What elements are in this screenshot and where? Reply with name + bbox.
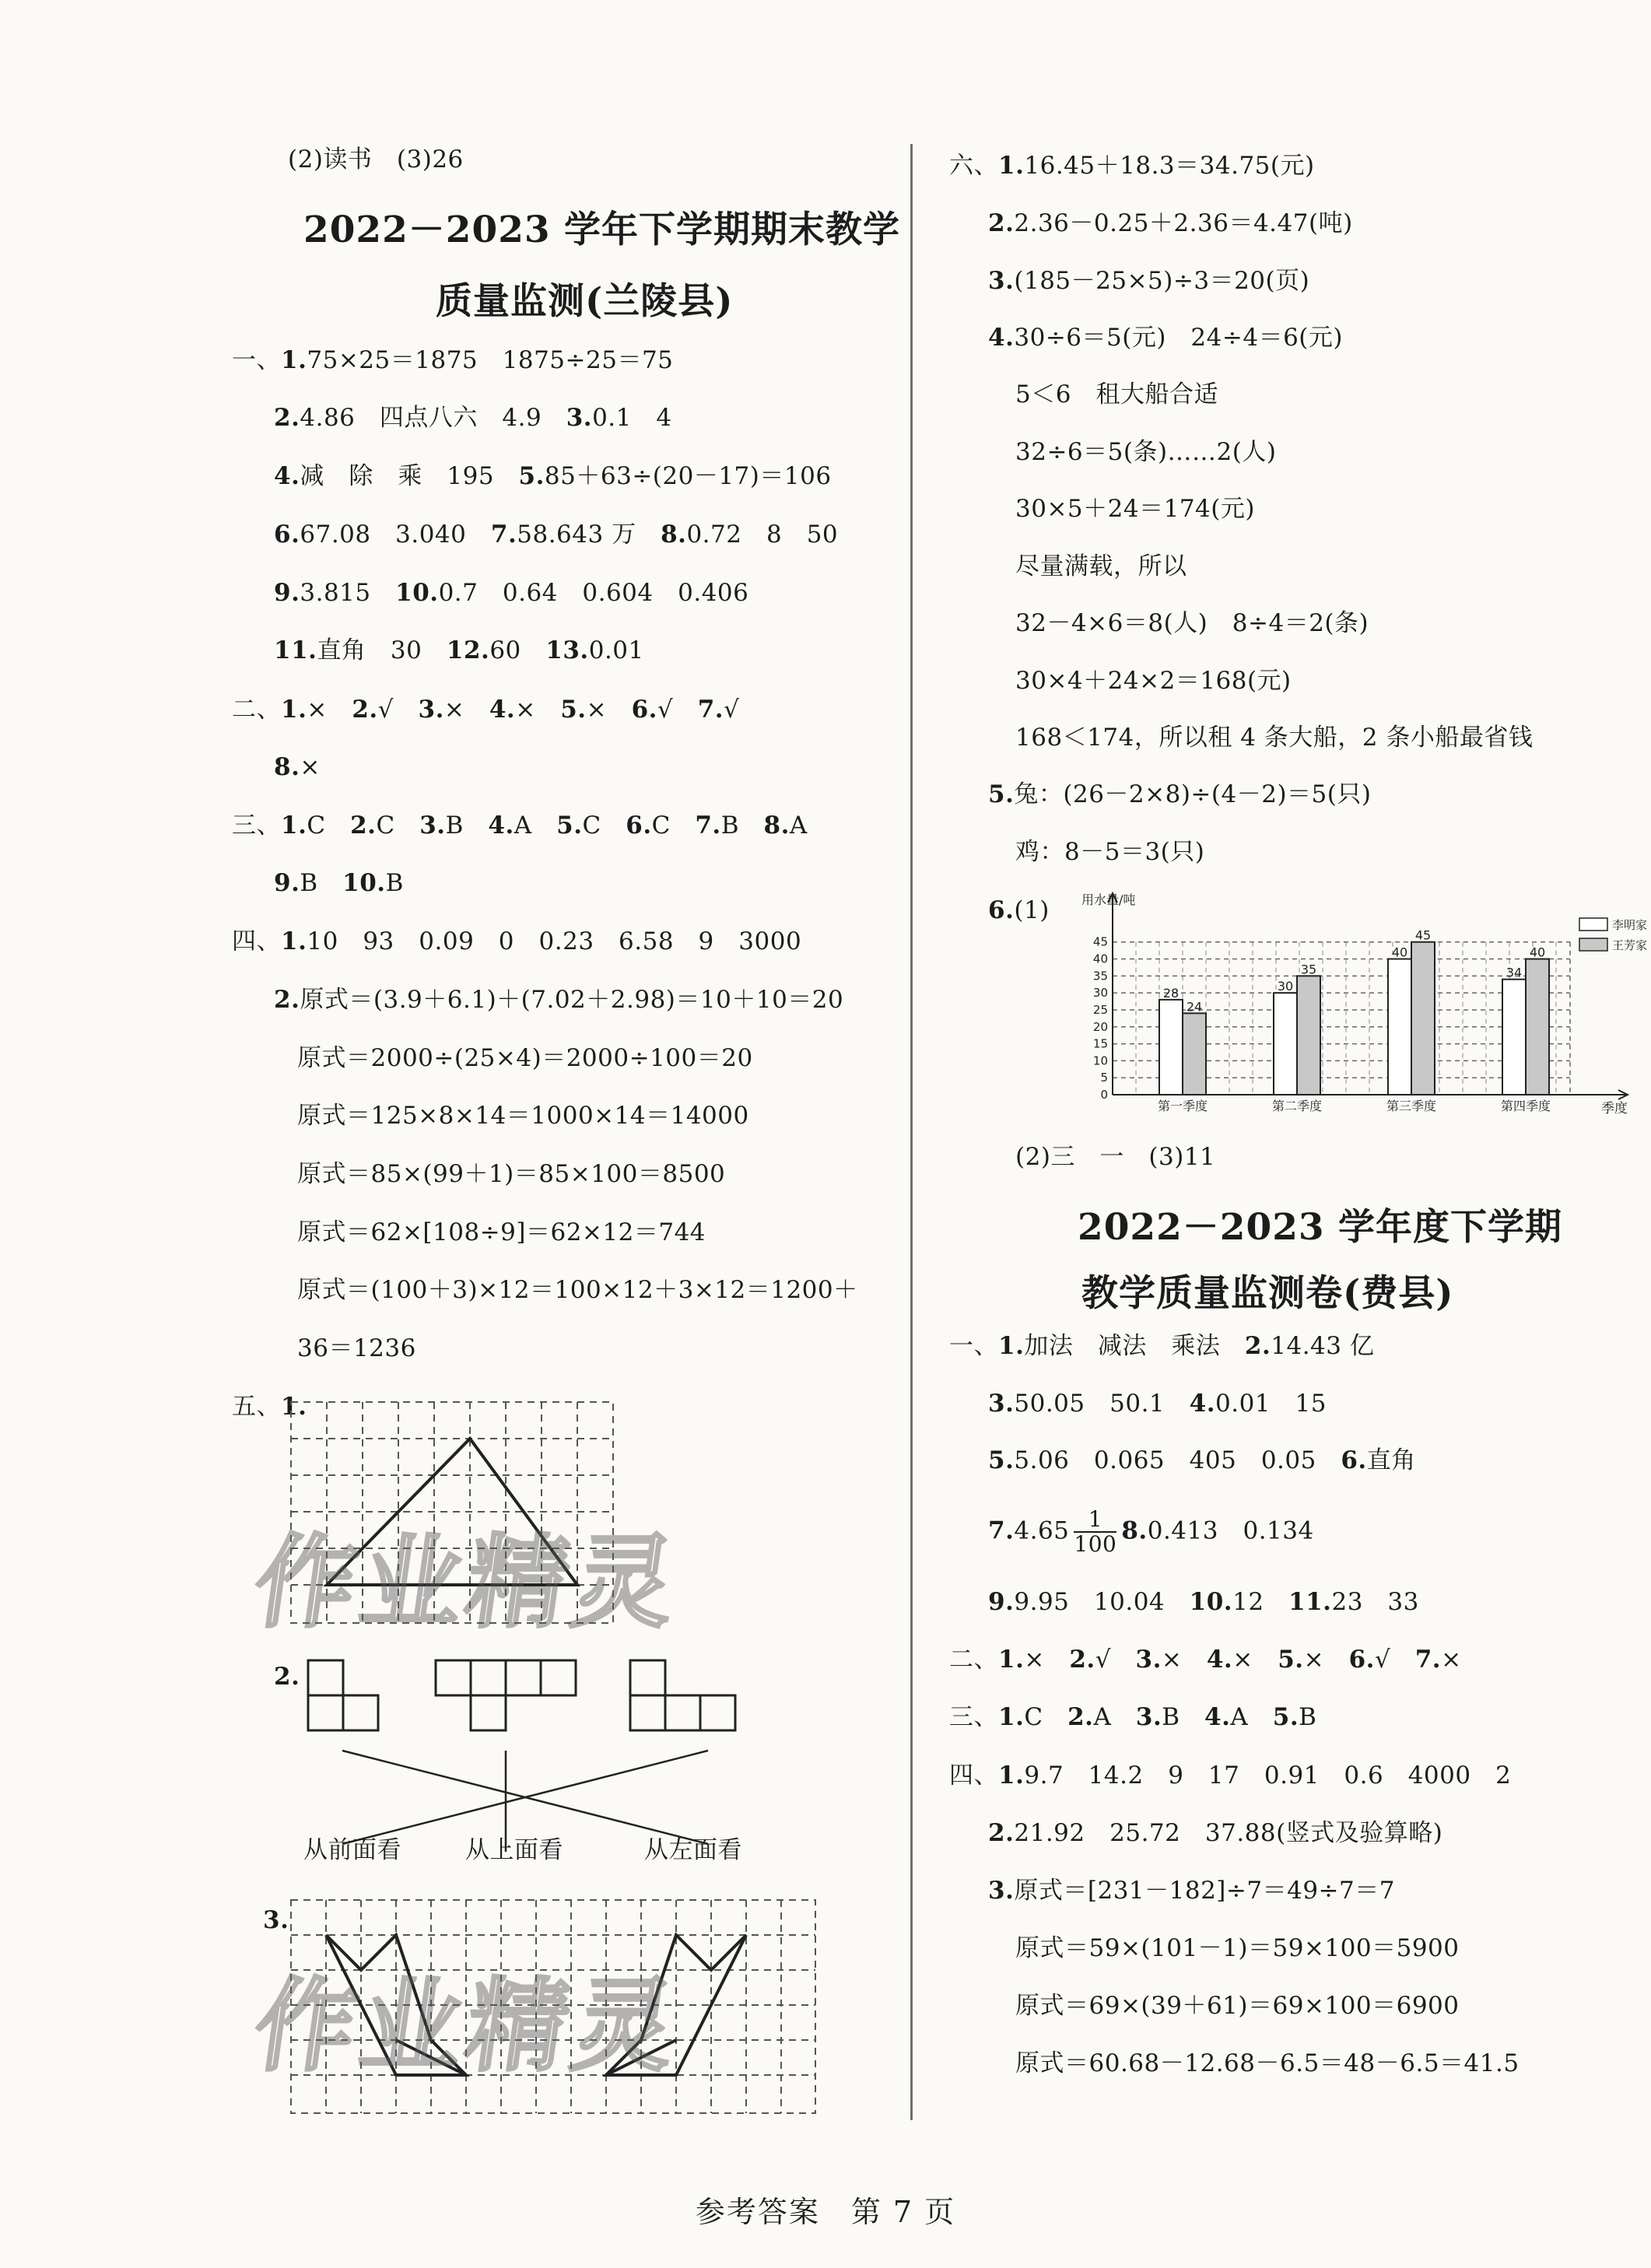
answer-line: 30×5＋24＝174(元)	[1015, 495, 1255, 523]
answer-line: 5.兔：(26－2×8)÷(4－2)＝5(只)	[988, 780, 1372, 808]
answer-line: 原式＝2000÷(25×4)＝2000÷100＝20	[297, 1044, 753, 1072]
answer-line: 5＜6 租大船合适	[1015, 380, 1218, 408]
bar-value-label: 30	[1277, 979, 1294, 994]
y-tick-label: 40	[1092, 952, 1108, 966]
bar-liming	[1388, 959, 1411, 1095]
chart-y-ticks	[1093, 935, 1108, 1102]
answer-line: 168＜174，所以租 4 条大船，2 条小船最省钱	[1015, 724, 1534, 752]
x-tick-label: 第三季度	[1386, 1099, 1437, 1113]
answer-line: 六、1.16.45＋18.3＝34.75(元)	[949, 152, 1315, 180]
bar-wangfang	[1183, 1013, 1206, 1095]
three-views-figure	[303, 1657, 786, 1852]
legend-swatch	[1579, 938, 1607, 951]
bar-value-label: 35	[1300, 962, 1317, 977]
answer-line: 一、1.75×25＝1875 1875÷25＝75	[232, 346, 674, 374]
section-title-lanling-2: 质量监测(兰陵县)	[436, 280, 734, 323]
bar-value-label: 24	[1186, 999, 1203, 1015]
answer-line: 四、1.9.7 14.2 9 17 0.91 0.6 4000 2	[949, 1761, 1512, 1790]
answer-line: 四、1.10 93 0.09 0 0.23 6.58 9 3000	[232, 927, 802, 955]
bar-liming	[1159, 1000, 1183, 1095]
column-divider	[910, 144, 913, 2120]
view-label-top: 从上面看	[465, 1836, 563, 1864]
answer-line: 2.2.36－0.25＋2.36＝4.47(吨)	[988, 209, 1353, 237]
prev-answer-tail: (2)读书 (3)26	[288, 145, 464, 174]
answer-line: 一、1.加法 减法 乘法 2.14.43 亿	[949, 1332, 1375, 1360]
answer-line: 二、1.× 2.√ 3.× 4.× 5.× 6.√ 7.×	[949, 1646, 1462, 1674]
bar-wangfang	[1526, 959, 1549, 1095]
fraction: $\frac{1}{100}$	[1074, 1506, 1117, 1557]
x-tick-label: 第四季度	[1500, 1099, 1551, 1113]
answer-line: 7.4.65 $\frac{1}{100}$ 8.0.413 0.134	[988, 1506, 1314, 1557]
bar-value-label: 34	[1506, 965, 1523, 980]
answer-line: 二、1.× 2.√ 3.× 4.× 5.× 6.√ 7.√	[232, 696, 740, 724]
bar-liming	[1502, 980, 1526, 1095]
answer-line: 原式＝59×(101－1)＝59×100＝5900	[1015, 1934, 1460, 1962]
watermark: 作业精灵	[247, 1967, 688, 2085]
legend-swatch	[1579, 918, 1607, 931]
chart-y-axis-label: 用水量/吨	[1081, 892, 1136, 907]
answer-line: 尽量满载，所以	[1015, 552, 1187, 580]
bar-wangfang	[1411, 942, 1435, 1095]
y-tick-label: 25	[1092, 1002, 1108, 1017]
y-tick-label: 10	[1092, 1053, 1108, 1068]
legend-label: 王芳家	[1612, 938, 1648, 952]
y-tick-label: 35	[1092, 969, 1108, 983]
answer-line: 原式＝85×(99＋1)＝85×100＝8500	[297, 1160, 726, 1188]
answer-line: 五、1.	[232, 1393, 307, 1421]
answer-line: 9.B 10.B	[274, 869, 404, 897]
question-number: 2.	[274, 1663, 300, 1691]
answer-line: 9.3.815 10.0.7 0.64 0.604 0.406	[274, 579, 749, 607]
chart-x-axis-label: 季度	[1601, 1101, 1628, 1116]
answer-line: 11.直角 30 12.60 13.0.01	[274, 636, 644, 664]
bar-value-label: 40	[1529, 945, 1546, 960]
legend-label: 李明家	[1612, 918, 1648, 932]
answer-line: 6.67.08 3.040 7.58.643 万 8.0.72 8 50	[274, 521, 839, 549]
section-title-feixian-2: 教学质量监测卷(费县)	[1081, 1272, 1454, 1315]
section-title-lanling-1: 2022－2023 学年下学期期末教学	[303, 209, 900, 251]
chart-legend	[1579, 918, 1647, 952]
section-title-feixian-1: 2022－2023 学年度下学期	[1078, 1206, 1562, 1249]
chart-x-ticks	[1158, 1099, 1551, 1113]
y-tick-label: 45	[1092, 934, 1108, 949]
y-tick-label: 5	[1100, 1071, 1108, 1085]
y-tick-label: 15	[1092, 1036, 1108, 1051]
bar-value-label: 28	[1162, 985, 1180, 1001]
answer-line: 三、1.C 2.A 3.B 4.A 5.B	[949, 1703, 1317, 1731]
bar-value-label: 40	[1391, 945, 1408, 960]
answer-line: 原式＝60.68－12.68－6.5＝48－6.5＝41.5	[1015, 2049, 1520, 2077]
page-footer	[0, 2188, 1651, 2231]
answer-line: 原式＝(100＋3)×12＝100×12＋3×12＝1200＋	[297, 1276, 858, 1304]
view-label-left: 从左面看	[644, 1836, 742, 1864]
footer-label: 参考答案	[695, 2195, 820, 2229]
x-tick-label: 第二季度	[1271, 1099, 1323, 1113]
answer-line: 3.50.05 50.1 4.0.01 15	[988, 1390, 1327, 1418]
chart-bars	[1159, 928, 1549, 1095]
x-tick-label: 第一季度	[1157, 1099, 1208, 1113]
view-label-front: 从前面看	[303, 1836, 401, 1864]
bar-liming	[1274, 993, 1297, 1095]
answer-line: 5.5.06 0.065 405 0.05 6.直角	[988, 1446, 1416, 1474]
answer-line: 32÷6＝5(条)……2(人)	[1015, 438, 1277, 466]
watermark: 作业精灵	[247, 1523, 688, 1642]
bar-value-label: 45	[1414, 927, 1432, 943]
question-number: 3.	[263, 1906, 289, 1934]
water-usage-bar-chart	[1081, 887, 1648, 1120]
answer-line: 4.30÷6＝5(元) 24÷4＝6(元)	[988, 324, 1343, 352]
answer-line: 30×4＋24×2＝168(元)	[1015, 667, 1292, 695]
answer-line: 2.原式＝(3.9＋6.1)＋(7.02＋2.98)＝10＋10＝20	[274, 986, 844, 1014]
answer-line: 原式＝62×[108÷9]＝62×12＝744	[297, 1218, 706, 1246]
answer-line: 36＝1236	[297, 1334, 416, 1362]
answer-line: 原式＝69×(39＋61)＝69×100＝6900	[1015, 1992, 1460, 2020]
answer-line: 鸡：8－5＝3(只)	[1015, 838, 1205, 866]
answer-line: 原式＝125×8×14＝1000×14＝14000	[297, 1102, 749, 1130]
y-tick-label: 20	[1092, 1019, 1108, 1034]
answer-line: 3.原式＝[231－182]÷7＝49÷7＝7	[988, 1877, 1395, 1905]
answer-line: 三、1.C 2.C 3.B 4.A 5.C 6.C 7.B 8.A	[232, 812, 808, 840]
y-tick-label: 0	[1100, 1088, 1108, 1102]
answer-line: 6.(1)	[988, 896, 1050, 924]
bar-wangfang	[1297, 976, 1320, 1095]
answer-line: 3.(185－25×5)÷3＝20(页)	[988, 267, 1310, 295]
y-tick-label: 30	[1092, 986, 1108, 1001]
answer-line: 2.4.86 四点八六 4.9 3.0.1 4	[274, 404, 672, 432]
answer-line: 32－4×6＝8(人) 8÷4＝2(条)	[1015, 609, 1369, 637]
answer-line: 8.×	[274, 753, 321, 781]
answer-line: 4.减 除 乘 195 5.85＋63÷(20－17)＝106	[274, 462, 832, 490]
page-number: 第 7 页	[850, 2195, 956, 2229]
answer-line: 2.21.92 25.72 37.88(竖式及验算略)	[988, 1819, 1443, 1847]
answer-line: 9.9.95 10.04 10.12 11.23 33	[988, 1588, 1419, 1616]
answer-line: (2)三 一 (3)11	[1015, 1143, 1216, 1171]
